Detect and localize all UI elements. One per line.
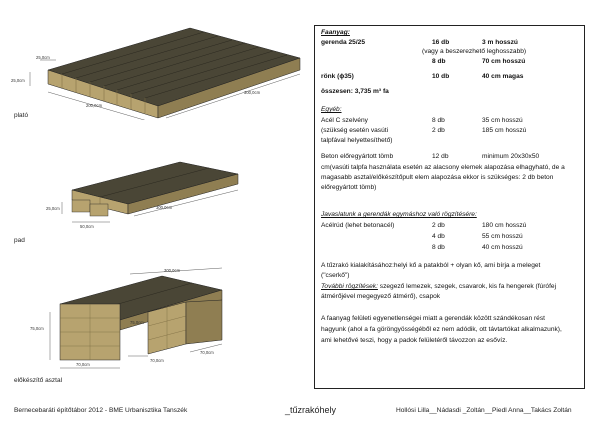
rod-qty-3: 8 db xyxy=(432,244,445,251)
beam-note: (vagy a beszerezhető leghosszabb) xyxy=(422,48,527,55)
concrete-text: cm(vasúti talpfa használata esetén az alacsony elemek alapozása elhagyható, de a magasabb asztal/előkészítőpult elem alapozása ekkor is szükséges: 2 db beton előregyártott tömb) xyxy=(321,164,565,191)
rod-qty-2: 4 db xyxy=(432,233,445,240)
materials-panel xyxy=(314,25,585,389)
fire-text: A tűzrakó kialakításához:helyi kő a patakból + olyan kő, ami bírja a meleget ("cserkő") xyxy=(321,262,541,279)
rod-len-3: 40 cm hosszú xyxy=(482,244,523,251)
platform-dim-length: 300,0cm xyxy=(244,90,261,95)
prep-dim-height: 75,0cm xyxy=(30,326,44,331)
steel-len-2: 185 cm hosszú xyxy=(482,127,527,134)
rod-len-1: 180 cm hosszú xyxy=(482,222,527,229)
total-volume: összesen: 3,735 m³ fa xyxy=(321,88,389,95)
steel-note-2: talpfával helyettesíthető) xyxy=(321,137,393,144)
steel-note-1: (szükség esetén vasúti xyxy=(321,127,389,134)
platform-dim-top: 25,0cm xyxy=(36,55,50,60)
steel-len-1: 35 cm hosszú xyxy=(482,117,523,124)
prep-dim-inner-depth: 70,0cm xyxy=(150,358,164,363)
other-title: Egyéb: xyxy=(321,106,342,113)
concrete-size: minimum 20x30x50 xyxy=(482,153,540,160)
platform-dim-width: 200,0cm xyxy=(86,103,103,108)
prep-dim-leg: 70,0cm xyxy=(200,350,214,355)
footer-center: _tűzrakóhely xyxy=(285,405,337,415)
rod-len-2: 55 cm hosszú xyxy=(482,233,523,240)
steel-qty-2: 2 db xyxy=(432,127,445,134)
steel-qty-1: 8 db xyxy=(432,117,445,124)
beam-qty-2: 8 db xyxy=(432,58,446,65)
gap-text: A faanyag felületi egyenetlenségei miatt a gerendák között szándékosan rést hagyunk (ahol a fa göröngyösségéből ez nem adódik, ott távtartókat alkalmazunk), ami lehetővé teszi, hogy a padok felületéről távozzon az esővíz. xyxy=(321,315,562,344)
concrete-name: Beton előregyártott tömb xyxy=(321,153,394,160)
bench-dim-depth: 50,0cm xyxy=(80,224,94,229)
bench-label: pad xyxy=(14,237,25,244)
prep-dim-depth: 70,0cm xyxy=(76,362,90,367)
more-fixings xyxy=(321,282,566,302)
rod-name: Acélrúd (lehet betonacél) xyxy=(321,222,395,229)
log-len: 40 cm magas xyxy=(482,73,524,80)
rod-qty-1: 2 db xyxy=(432,222,445,229)
more-fixings-title: További rögzítések: xyxy=(321,283,378,290)
platform-dim-thickness: 25,0cm xyxy=(11,78,25,83)
beam-qty-1: 16 db xyxy=(432,39,450,46)
concrete-qty: 12 db xyxy=(432,153,449,160)
platform-drawing xyxy=(0,10,310,120)
more-fixings-text: szegező lemezek, szegek, csavarok, kis fa hengerek (fúrófej átmérőjével megegyező átmérő), csapok xyxy=(321,283,557,300)
prep-dim-length: 300,0cm xyxy=(164,268,181,273)
wood-title: Faanyag: xyxy=(321,29,350,36)
bench-drawing xyxy=(0,150,310,240)
beam-len-2: 70 cm hosszú xyxy=(482,58,526,65)
footer-right: Hollósi Lilla__Nádasdi _Zoltán__Piedl Anna__Takács Zoltán xyxy=(396,407,572,414)
beam-name: gerenda 25/25 xyxy=(321,39,365,46)
platform-label: plató xyxy=(14,112,29,119)
prep-dim-inner-height: 75,0cm xyxy=(130,320,144,325)
steel-name: Acél C szelvény xyxy=(321,117,368,124)
log-qty: 10 db xyxy=(432,73,450,80)
fixing-title: Javaslatunk a gerendák egymáshoz való rögzítésére: xyxy=(321,211,477,218)
prep-table-label: előkészítő asztal xyxy=(14,377,63,384)
log-name: rönk (ϕ35) xyxy=(321,73,354,80)
bench-dim-height: 25,0cm xyxy=(46,206,60,211)
bench-dim-length: 300,0cm xyxy=(156,205,173,210)
footer-left: Bernecebaráti építőtábor 2012 - BME Urbanisztika Tanszék xyxy=(14,407,188,414)
beam-len-1: 3 m hosszú xyxy=(482,39,518,46)
